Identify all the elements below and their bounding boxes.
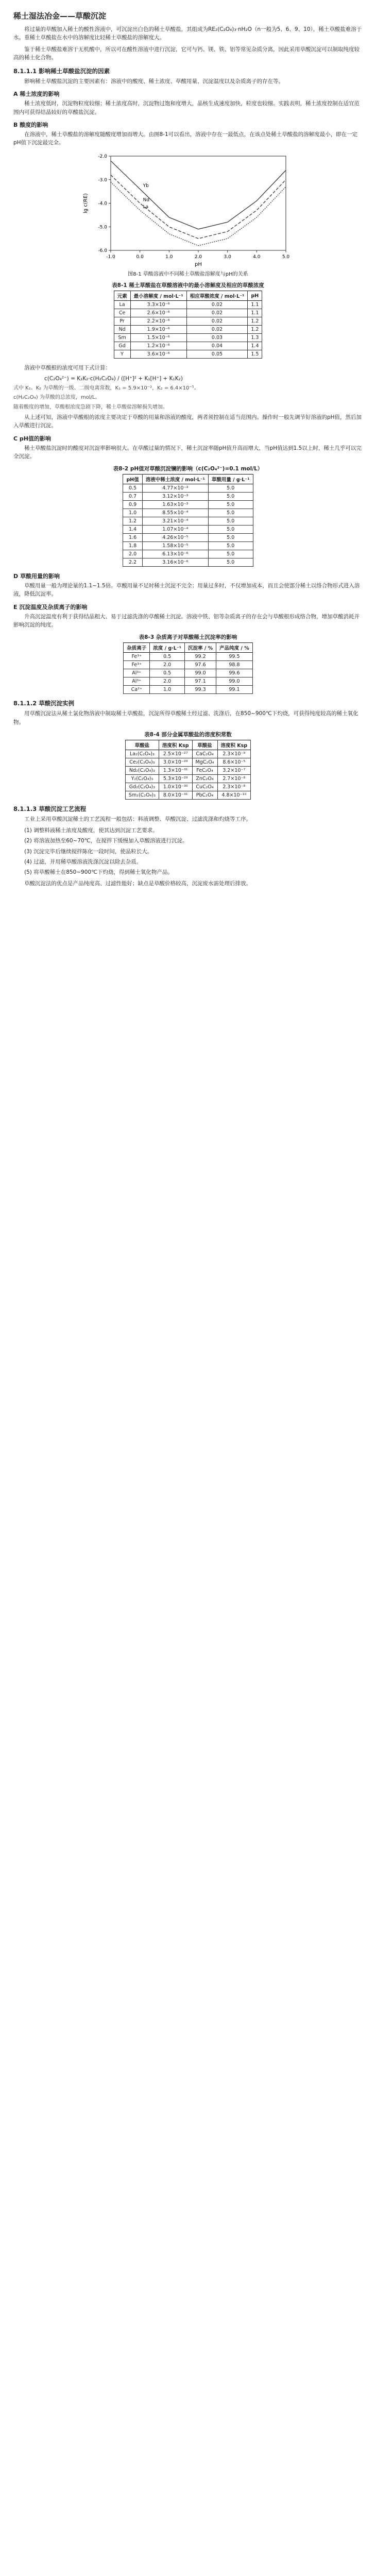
formula-note: 式中 K₁、K₂ 为草酸的一级、二级电离常数，K₁ = 5.9×10⁻²，K₂ = 6.4×10⁻⁵。: [13, 385, 199, 391]
table-row: [125, 774, 250, 783]
y-tick-label: -5.0: [98, 225, 107, 230]
table-row: [125, 750, 250, 758]
body-paragraph: 工业上采用草酸沉淀稀土的工艺流程一般包括：料液调整、草酸沉淀、过滤洗涤和灼烧等工序。: [24, 816, 251, 822]
table-cell: 5.0: [208, 526, 253, 534]
table-cell: 4.26×10⁻⁵: [142, 534, 208, 542]
solubility-chart: [80, 150, 296, 268]
table-row: [125, 758, 250, 766]
process-step: (2) 将溶液加热至60~70℃，在搅拌下缓慢加入草酸溶液进行沉淀。: [24, 838, 188, 844]
table-cell: 0.5: [150, 653, 185, 661]
table-row: [114, 317, 262, 326]
table-cell: 99.5: [216, 653, 253, 661]
document-page: [0, 0, 376, 900]
chart-labels: [143, 183, 149, 210]
table-cell: 1.63×10⁻³: [142, 501, 208, 509]
body-paragraph: 升高沉淀温度有利于获得结晶粗大、易于过滤洗涤的草酸稀土沉淀。溶液中铁、铝等杂质离子的存在会与草酸根形成络合物，增加草酸消耗并影响沉淀的纯度。: [13, 613, 360, 629]
table-header: 草酸盐: [192, 740, 217, 750]
table-row: [123, 501, 253, 509]
table-caption: 表8-2 pH值对草酸沉淀镧的影响（c(C₂O₄²⁻)=0.1 mol/L）: [113, 466, 263, 472]
table-cell: 3.3×10⁻⁶: [130, 301, 186, 309]
table-cell: 1.2: [248, 317, 262, 326]
process-step: (3) 沉淀完毕后继续搅拌陈化一段时间，使晶粒长大。: [24, 848, 153, 855]
table-4: [125, 740, 251, 800]
table-header: 沉淀率 / %: [185, 643, 216, 653]
table-cell: Fe³⁺: [124, 661, 150, 669]
table-cell: Ce: [114, 309, 130, 317]
table-cell: 8.0×10⁻³¹: [159, 791, 192, 799]
table-cell: 97.6: [185, 661, 216, 669]
table-cell: Pr: [114, 317, 130, 326]
intro-paragraph: 鉴于稀土草酸盐难溶于无机酸中，所以可在酸性溶液中进行沉淀，它可与钙、镁、铁、铝等常见杂质分离，因此采用草酸沉淀可以制取纯度较高的稀土化合物。: [13, 46, 360, 61]
series-line-la: [111, 182, 286, 246]
body-paragraph: 从上述可知，溶液中草酸根的浓度主要决定于草酸的用量和溶液的酸度，两者须控制在适当范围内。操作时一般先调节好溶液的pH值，然后加入草酸进行沉淀。: [13, 414, 362, 429]
table-body: [125, 750, 250, 799]
table-cell: 0.9: [123, 501, 142, 509]
table-cell: 0.05: [186, 350, 248, 359]
table-cell: 2.7×10⁻⁸: [217, 774, 251, 783]
x-tick-label: 1.0: [165, 255, 173, 260]
subsection-heading: A 稀土浓度的影响: [13, 91, 60, 98]
table-cell: 3.2×10⁻⁷: [217, 766, 251, 774]
process-step: (4) 过滤，并用稀草酸溶液洗涤沉淀以除去杂质。: [24, 858, 142, 865]
table-header: pH: [248, 291, 262, 301]
table-cell: 99.1: [216, 686, 253, 694]
y-tick-label: -4.0: [98, 201, 107, 207]
section-heading: 8.1.1.2 草酸沉淀实例: [13, 700, 75, 707]
table-cell: 0.03: [186, 334, 248, 342]
process-step: (1) 调整料液稀土浓度及酸度，使其达到沉淀工艺要求。: [24, 827, 158, 834]
series-label: La: [143, 205, 149, 210]
table-caption: 表8-1 稀土草酸盐在草酸溶液中的最小溶解度及相应的草酸浓度: [112, 282, 264, 289]
table-cell: 0.5: [150, 669, 185, 677]
table-cell: 1.1: [248, 301, 262, 309]
body-paragraph: 用草酸沉淀法从稀土氯化物溶液中制取稀土草酸盐，沉淀所得草酸稀土经过滤、洗涤后，在850~900℃下灼烧，可获得纯度较高的稀土氧化物。: [13, 710, 358, 725]
table-row: [124, 661, 252, 669]
table-cell: Gd₂(C₂O₄)₃: [125, 783, 159, 791]
table-cell: 1.2: [248, 326, 262, 334]
table-header: pH值: [123, 474, 142, 484]
table-body: [124, 653, 252, 694]
body-paragraph: 稀土草酸盐沉淀时的酸度对沉淀率影响很大。在草酸过量的情况下，稀土沉淀率随pH值升高而增大，当pH值达到1.5以上时，稀土几乎可以完全沉淀。: [13, 445, 362, 460]
x-tick-label: 3.0: [224, 255, 231, 260]
table-cell: 0.02: [186, 309, 248, 317]
section-heading: 8.1.1.3 草酸沉淀工艺流程: [13, 805, 87, 812]
table-header: 溶液中稀土浓度 / mol·L⁻¹: [142, 474, 208, 484]
table-cell: 3.12×10⁻³: [142, 493, 208, 501]
table-cell: 1.0: [150, 686, 185, 694]
table-cell: 1.4: [248, 342, 262, 350]
intro-paragraph: 将过量的草酸加入稀土的酸性溶液中，可沉淀出白色的稀土草酸盐，其组成为RE₂(C₂O₄)₃·nH₂O（n一般为5、6、9、10），稀土草酸盐难溶于水。重稀土草酸盐在水中的溶解度比轻稀土草酸盐的溶解度大。: [13, 26, 362, 41]
table-cell: 5.0: [208, 558, 253, 567]
table-cell: MgC₂O₄: [192, 758, 217, 766]
table-caption: 表8-3 杂质离子对草酸稀土沉淀率的影响: [139, 634, 237, 641]
table-1: [114, 291, 263, 359]
table-cell: 1.2: [123, 517, 142, 526]
table-cell: Y₂(C₂O₄)₃: [125, 774, 159, 783]
table-row: [123, 484, 253, 493]
subsection-heading: D 草酸用量的影响: [13, 573, 60, 580]
table-cell: CaC₂O₄: [192, 750, 217, 758]
table-cell: 2.0: [150, 677, 185, 686]
section-paragraph: 影响稀土草酸盐沉淀的主要因素有：溶液中的酸度、稀土浓度、草酸用量、沉淀温度以及杂质离子的存在等。: [24, 78, 284, 85]
table-cell: 1.3: [248, 334, 262, 342]
table-header: 杂质离子: [124, 643, 150, 653]
figure-8-1: [13, 150, 363, 268]
table-cell: 4.8×10⁻¹⁰: [217, 791, 251, 799]
table-cell: 2.6×10⁻⁶: [130, 309, 186, 317]
table-cell: 1.9×10⁻⁶: [130, 326, 186, 334]
formula-note: 随着酸度的增加，草酸根浓度急剧下降，稀土草酸盐溶解损失增加。: [13, 404, 168, 410]
table-row: [123, 558, 253, 567]
table-cell: Nd: [114, 326, 130, 334]
table-header: 相应草酸浓度 / mol·L⁻¹: [186, 291, 248, 301]
table-cell: 5.0: [208, 517, 253, 526]
series-label: Yb: [143, 183, 149, 189]
table-row: [124, 653, 252, 661]
table-cell: 99.2: [185, 653, 216, 661]
table-cell: 2.3×10⁻⁹: [217, 750, 251, 758]
table-cell: 99.0: [216, 677, 253, 686]
table-cell: La₂(C₂O₄)₃: [125, 750, 159, 758]
y-axis-label: lg c(RE): [83, 193, 89, 214]
table-header: 溶度积 Ksp: [159, 740, 192, 750]
table-cell: 6.13×10⁻⁶: [142, 550, 208, 558]
table-row: [123, 526, 253, 534]
table-cell: 5.0: [208, 493, 253, 501]
closing-paragraph: 草酸沉淀法的优点是产品纯度高、过滤性能好；缺点是草酸价格较高，沉淀废水需处理后排放。: [24, 880, 251, 887]
table-body: [114, 301, 262, 359]
body-paragraph: 在溶液中，稀土草酸盐的溶解度随酸度增加而增大。由图8-1可以看出，溶液中存在一最低点，在该点处稀土草酸盐的溶解度最小，即在一定pH值下沉淀最完全。: [13, 131, 358, 146]
table-row: [114, 342, 262, 350]
y-tick-label: -6.0: [98, 248, 107, 254]
process-step: (5) 将草酸稀土在850~900℃下灼烧，得到稀土氧化物产品。: [24, 869, 173, 876]
x-tick-label: 2.0: [194, 255, 202, 260]
table-cell: Nd₂(C₂O₄)₃: [125, 766, 159, 774]
table-cell: 5.0: [208, 534, 253, 542]
y-tick-label: -2.0: [98, 154, 107, 160]
table-cell: 3.21×10⁻⁴: [142, 517, 208, 526]
doc-title: 稀土湿法冶金——草酸沉淀: [13, 11, 107, 21]
table-cell: La: [114, 301, 130, 309]
formula-note: c(H₂C₂O₄) 为草酸的总浓度，mol/L。: [13, 395, 100, 401]
subsection-heading: C pH值的影响: [13, 435, 51, 442]
body-paragraph: 草酸用量一般为理论量的1.1~1.5倍。草酸用量不足时稀土沉淀不完全；用量过多时，不仅增加成本，而且会使部分稀土以络合物形式进入溶液，降低沉淀率。: [13, 583, 360, 598]
table-cell: 5.3×10⁻²⁹: [159, 774, 192, 783]
table-cell: 0.04: [186, 342, 248, 350]
table-row: [123, 493, 253, 501]
table-cell: 2.3×10⁻⁸: [217, 783, 251, 791]
table-3: [123, 642, 252, 694]
table-cell: 0.02: [186, 317, 248, 326]
table-cell: 5.0: [208, 509, 253, 517]
table-cell: 1.0×10⁻³⁰: [159, 783, 192, 791]
table-cell: 1.58×10⁻⁵: [142, 542, 208, 550]
table-cell: 1.2×10⁻⁶: [130, 342, 186, 350]
x-axis-label: pH: [195, 262, 202, 268]
table-row: [123, 517, 253, 526]
series-line-yb: [111, 161, 286, 230]
table-row: [123, 550, 253, 558]
table-cell: Fe³⁺: [124, 653, 150, 661]
table-header: 最小溶解度 / mol·L⁻¹: [130, 291, 186, 301]
table-caption: 表8-4 部分金属草酸盐的溶度积常数: [144, 731, 232, 738]
body-paragraph: 稀土浓度低时，沉淀物粒度较细；稀土浓度高时，沉淀物过饱和度增大，晶核生成速度加快，粒度也较细。实践表明，稀土浓度控制在适宜范围内可获得结晶较好的草酸盐沉淀。: [13, 100, 360, 115]
table-cell: 4.77×10⁻³: [142, 484, 208, 493]
table-cell: 1.0: [123, 509, 142, 517]
body-paragraph: 溶液中草酸根的浓度可用下式计算：: [24, 365, 111, 371]
table-cell: 0.7: [123, 493, 142, 501]
series-label: Nd: [143, 197, 150, 203]
table-cell: 3.6×10⁻⁶: [130, 350, 186, 359]
table-row: [124, 677, 252, 686]
table-cell: 2.0: [123, 550, 142, 558]
table-cell: Y: [114, 350, 130, 359]
table-header: 草酸用量 / g·L⁻¹: [208, 474, 253, 484]
table-cell: 2.5×10⁻²⁷: [159, 750, 192, 758]
table-row: [123, 509, 253, 517]
table-cell: 1.5×10⁻⁶: [130, 334, 186, 342]
table-cell: Ce₂(C₂O₄)₃: [125, 758, 159, 766]
table-cell: 5.0: [208, 501, 253, 509]
table-row: [125, 766, 250, 774]
x-tick-label: 5.0: [282, 255, 290, 260]
table-cell: 97.1: [185, 677, 216, 686]
table-header: 产品纯度 / %: [216, 643, 253, 653]
process-steps: [13, 826, 363, 876]
table-cell: 5.0: [208, 484, 253, 493]
table-cell: FeC₂O₄: [192, 766, 217, 774]
table-header: 元素: [114, 291, 130, 301]
figure-caption: 图8-1 草酸溶液中不同稀土草酸盐溶解度与pH的关系: [128, 272, 248, 278]
table-header: 草酸盐: [125, 740, 159, 750]
table-cell: 8.55×10⁻⁴: [142, 509, 208, 517]
table-cell: 98.8: [216, 661, 253, 669]
x-tick-label: 4.0: [253, 255, 261, 260]
table-cell: 2.2: [123, 558, 142, 567]
table-cell: 0.5: [123, 484, 142, 493]
table-cell: 1.4: [123, 526, 142, 534]
table-row: [114, 326, 262, 334]
table-cell: 99.3: [185, 686, 216, 694]
table-row: [124, 686, 252, 694]
table-cell: PbC₂O₄: [192, 791, 217, 799]
table-row: [125, 791, 250, 799]
table-2: [123, 474, 253, 567]
table-cell: 99.0: [185, 669, 216, 677]
formula: c(C₂O₄²⁻) = K₁K₂·c(H₂C₂O₄) / ([H⁺]² + K₁[H⁺] + K₁K₂): [44, 375, 183, 382]
table-row: [114, 309, 262, 317]
table-cell: Gd: [114, 342, 130, 350]
table-cell: 1.8: [123, 542, 142, 550]
table-row: [114, 301, 262, 309]
table-cell: 1.1: [248, 309, 262, 317]
subsection-heading: B 酸度的影响: [13, 121, 48, 128]
table-cell: Sm₂(C₂O₄)₃: [125, 791, 159, 799]
x-tick-label: 0.0: [136, 255, 144, 260]
chart-axes: [83, 154, 289, 267]
chart-series: [111, 161, 286, 246]
table-cell: Al³⁺: [124, 677, 150, 686]
table-cell: 0.02: [186, 326, 248, 334]
table-cell: 1.5: [248, 350, 262, 359]
table-row: [123, 534, 253, 542]
table-cell: 1.6: [123, 534, 142, 542]
table-row: [124, 669, 252, 677]
table-header: 浓度 / g·L⁻¹: [150, 643, 185, 653]
section-heading: 8.1.1.1 影响稀土草酸盐沉淀的因素: [13, 67, 110, 75]
table-row: [123, 542, 253, 550]
table-row: [125, 783, 250, 791]
table-cell: Sm: [114, 334, 130, 342]
table-row: [114, 334, 262, 342]
table-cell: 5.0: [208, 550, 253, 558]
table-cell: 1.3×10⁻³¹: [159, 766, 192, 774]
table-cell: CuC₂O₄: [192, 783, 217, 791]
plot-frame: [111, 156, 286, 250]
table-body: [123, 484, 253, 567]
table-cell: 3.0×10⁻²⁹: [159, 758, 192, 766]
table-cell: 5.0: [208, 542, 253, 550]
subsection-heading: E 沉淀温度及杂质离子的影响: [13, 603, 88, 611]
y-tick-label: -3.0: [98, 178, 107, 183]
table-cell: 2.0: [150, 661, 185, 669]
table-cell: 2.2×10⁻⁶: [130, 317, 186, 326]
table-cell: 8.6×10⁻⁵: [217, 758, 251, 766]
table-cell: 1.07×10⁻⁴: [142, 526, 208, 534]
table-header: 溶度积 Ksp: [217, 740, 251, 750]
table-row: [114, 350, 262, 359]
table-cell: 3.16×10⁻⁶: [142, 558, 208, 567]
x-tick-label: -1.0: [106, 255, 115, 260]
table-cell: Ca²⁺: [124, 686, 150, 694]
table-cell: ZnC₂O₄: [192, 774, 217, 783]
table-cell: Al³⁺: [124, 669, 150, 677]
table-cell: 99.6: [216, 669, 253, 677]
table-cell: 0.02: [186, 301, 248, 309]
